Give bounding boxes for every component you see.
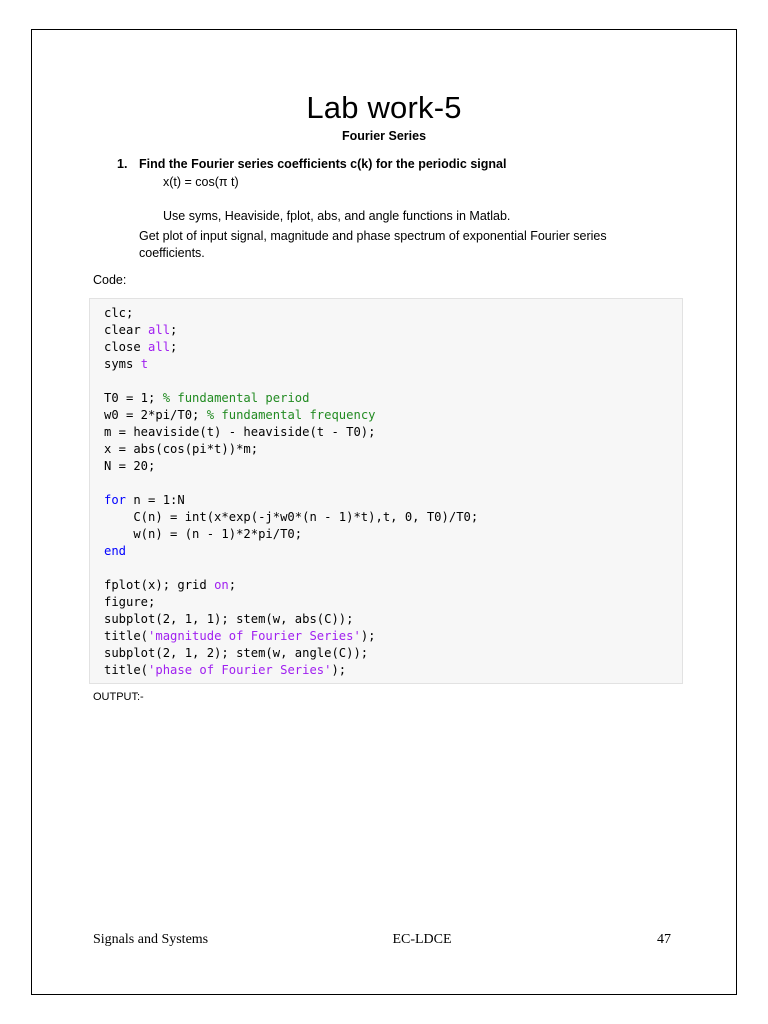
code-line: syms t <box>104 357 149 371</box>
code-line: subplot(2, 1, 1); stem(w, abs(C)); <box>104 612 354 626</box>
code-line <box>104 543 126 560</box>
code-keyword: end <box>104 544 127 558</box>
signal-definition: x(t) = cos(π t) <box>163 175 239 189</box>
code-keyword-arg: on <box>214 578 229 592</box>
output-label: OUTPUT:- <box>93 691 144 703</box>
code-line: title('phase of Fourier Series'); <box>104 663 347 677</box>
code-line: subplot(2, 1, 2); stem(w, angle(C)); <box>104 646 369 660</box>
question-text: Find the Fourier series coefficients c(k) for the periodic signal <box>139 157 507 171</box>
code-line: clear all; <box>104 323 178 337</box>
footer-department: EC-LDCE <box>392 932 452 947</box>
code-keyword: for <box>104 493 127 507</box>
question-number: 1. <box>117 157 128 171</box>
footer-page-number: 47 <box>657 932 671 947</box>
code-comment: % fundamental frequency <box>206 408 376 422</box>
code-line: m = heaviside(t) - heaviside(t - T0); <box>104 425 376 439</box>
code-comment: % fundamental period <box>162 391 310 405</box>
code-line: T0 = 1; % fundamental period <box>104 391 310 405</box>
code-line: w(n) = (n - 1)*2*pi/T0; <box>104 527 303 541</box>
code-string: 'phase of Fourier Series' <box>148 663 332 677</box>
code-label: Code: <box>93 273 127 287</box>
code-string: 'magnitude of Fourier Series' <box>148 629 361 643</box>
instruction-line-1: Use syms, Heaviside, fplot, abs, and angle functions in Matlab. <box>163 209 511 223</box>
code-line: title('magnitude of Fourier Series'); <box>104 629 376 643</box>
code-keyword-arg: all <box>148 323 171 337</box>
footer-course-name: Signals and Systems <box>93 932 209 947</box>
code-line: w0 = 2*pi/T0; % fundamental frequency <box>104 408 376 422</box>
code-line: C(n) = int(x*exp(-j*w0*(n - 1)*t),t, 0, T0)/T0; <box>104 510 479 524</box>
code-line: x = abs(cos(pi*t))*m; <box>104 442 259 456</box>
instruction-line-2: Get plot of input signal, magnitude and phase spectrum of exponential Fourier series coefficients. <box>139 229 607 260</box>
code-line: close all; <box>104 340 178 354</box>
code-line: fplot(x); grid on; <box>104 578 237 592</box>
code-line: N = 20; <box>104 459 156 473</box>
page-subtitle: Fourier Series <box>341 129 427 143</box>
page-title: Lab work-5 <box>306 90 462 125</box>
code-line: for n = 1:N <box>104 493 185 507</box>
code-line: clc; <box>104 306 134 320</box>
code-keyword-arg: all <box>148 340 171 354</box>
code-keyword-arg: t <box>140 357 149 371</box>
code-line: figure; <box>104 595 156 609</box>
